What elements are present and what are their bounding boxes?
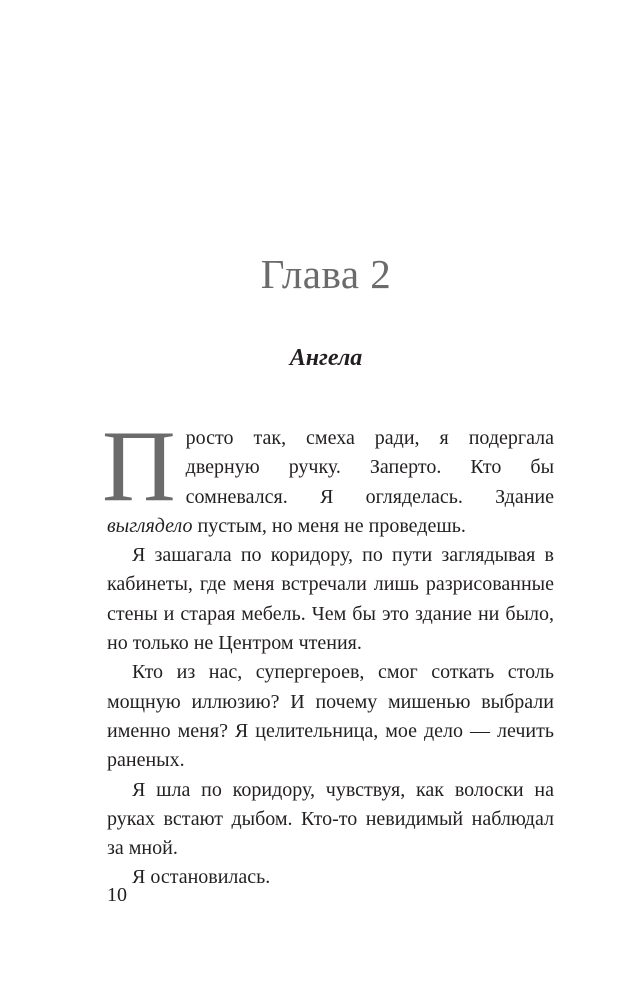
paragraph-4: Я шла по коридору, чувствуя, как волоски на руках встают дыбом. Кто-то невидимый наблюдал за мной. — [107, 778, 554, 860]
paragraph-1 — [102, 410, 554, 541]
paragraph-5: Я остановилась. — [132, 866, 271, 889]
body-text — [102, 410, 554, 893]
page-number: 10 — [107, 884, 127, 906]
paragraph-2: Я зашагала по коридору, по пути заглядывая в кабинеты, где меня встречали лишь разрисованные стены и старая мебель. Чем бы это здание ни было, но только не Центром чтения. — [107, 544, 554, 655]
drop-cap: П — [102, 410, 176, 523]
chapter-subtitle: Ангела — [289, 345, 363, 371]
paragraph-3: Кто из нас, супергероев, смог соткать столь мощную иллюзию? И почему мишенью выбрали именно меня? Я целительница, мое дело — лечить раненых. — [107, 661, 554, 772]
chapter-title: Глава 2 — [260, 251, 392, 297]
paragraph-1-emphasis: выглядело — [107, 514, 193, 537]
paragraph-1-text-b: пустым, но меня не проведешь. — [192, 514, 466, 537]
paragraph-1-text-a: росто так, смеха ради, я подергала дверную ручку. Заперто. Кто бы сомневался. Я огляделась. Здание — [185, 427, 554, 508]
